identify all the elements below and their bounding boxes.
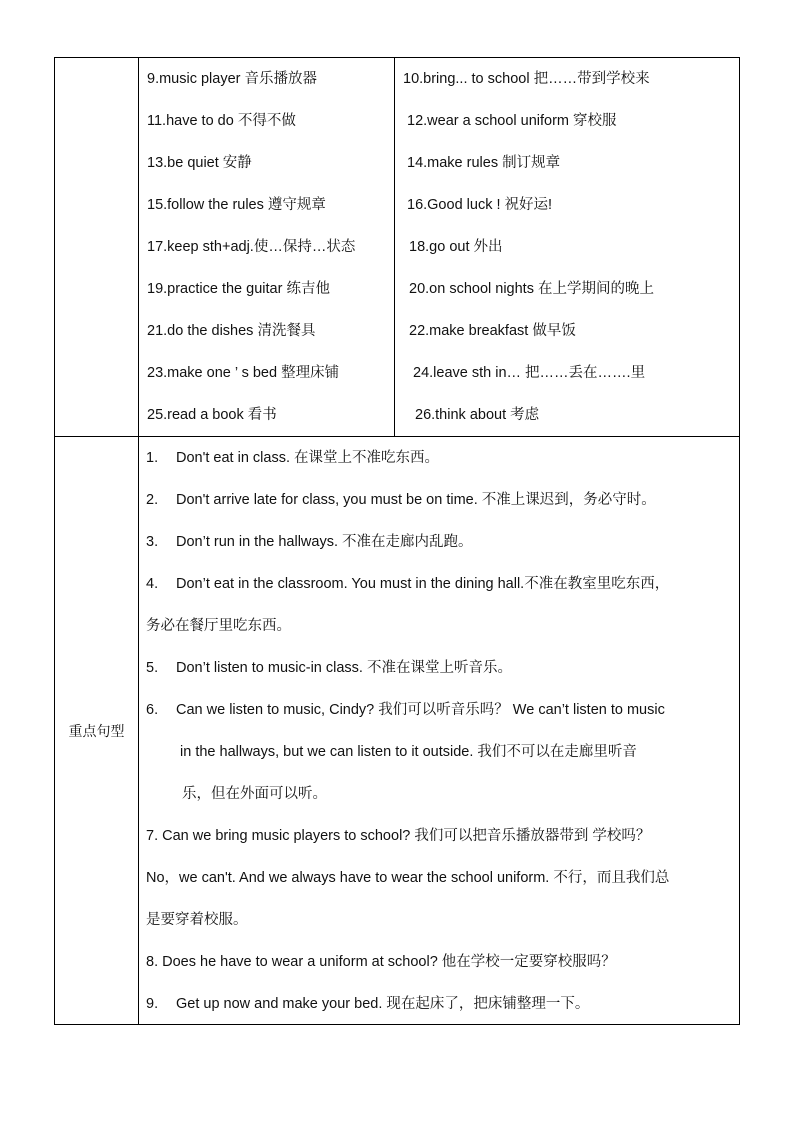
sentence-number: 3. [146,534,159,550]
phrases-cell [139,58,740,437]
sentence-text: Don’t eat in the classroom. You must in the dining hall.不准在教室里吃东西， [176,576,670,592]
sentence-number: 6. [146,702,159,718]
sentence-text: Don't arrive late for class, you must be on time. 不准上课迟到，务必守时。 [176,492,656,508]
sentence-text: Don’t run in the hallways. 不准在走廊内乱跑。 [176,534,473,550]
vocabulary-table [54,57,740,1025]
sentence-item: 7. Can we bring music players to school? 我们可以把音乐播放器带到 学校吗？ [146,828,651,844]
sentences-cell [139,437,740,1025]
phrase-item: 9.music player 音乐播放器 [147,71,318,87]
sentences-row [55,437,740,1025]
sentence-continuation: 是要穿着校服。 [146,912,248,928]
sentence-text: Can we listen to music, Cindy? 我们可以听音乐吗？ We can’t listen to music [176,702,665,718]
phrase-item: 16.Good luck ! 祝好运! [407,197,553,213]
phrase-item: 18.go out 外出 [409,239,503,255]
sentence-continuation: No，we can't. And we always have to wear the school uniform. 不行，而且我们总 [146,870,670,886]
phrase-item: 20.on school nights 在上学期间的晚上 [409,281,654,297]
phrases-grid [139,58,739,436]
empty-label-cell [55,58,139,437]
sentence-item [146,995,589,1013]
sentence-text: Don’t listen to music-in class. 不准在课堂上听音乐。 [176,660,512,676]
phrase-item: 13.be quiet 安静 [147,155,252,171]
phrase-item: 10.bring... to school 把……带到学校来 [403,71,650,87]
phrase-item: 24.leave sth in… 把……丢在…….里 [413,365,646,381]
phrase-item: 21.do the dishes 清洗餐具 [147,323,316,339]
sentence-continuation: 乐，但在外面可以听。 [182,786,327,802]
phrase-item: 14.make rules 制订规章 [407,155,561,171]
sentence-item [146,533,473,551]
phrase-item: 11.have to do 不得不做 [147,113,296,129]
phrase-item: 15.follow the rules 遵守规章 [147,197,326,213]
phrase-item: 19.practice the guitar 练吉他 [147,281,330,297]
sentence-item [146,659,512,677]
sentence-item: 8. Does he have to wear a uniform at school? 他在学校一定要穿校服吗？ [146,954,616,970]
phrases-row [55,58,740,437]
sentence-item [146,701,665,719]
phrase-item: 17.keep sth+adj.使…保持…状态 [147,239,356,255]
sentence-text: Get up now and make your bed. 现在起床了，把床铺整理一下。 [176,996,590,1012]
phrase-item: 22.make breakfast 做早饭 [409,323,576,339]
sentence-item [146,575,669,593]
section-label: 重点句型 [55,437,139,1025]
sentence-number: 4. [146,576,159,592]
column-divider [394,58,395,436]
sentence-text: Don't eat in class. 在课堂上不准吃东西。 [176,450,440,466]
sentence-continuation: in the hallways, but we can listen to it outside. 我们不可以在走廊里听音 [180,744,637,760]
sentence-number: 5. [146,660,159,676]
phrase-item: 25.read a book 看书 [147,407,277,423]
phrase-item: 23.make one ’ s bed 整理床铺 [147,365,340,381]
phrase-item: 26.think about 考虑 [415,407,540,423]
sentence-number: 1. [146,450,159,466]
sentence-item [146,449,439,467]
sentence-number: 9. [146,996,159,1012]
sentence-number: 2. [146,492,159,508]
sentence-continuation: 务必在餐厅里吃东西。 [146,618,291,634]
sentence-item [146,491,656,509]
sentences-list [139,437,739,1024]
phrase-item: 12.wear a school uniform 穿校服 [407,113,617,129]
